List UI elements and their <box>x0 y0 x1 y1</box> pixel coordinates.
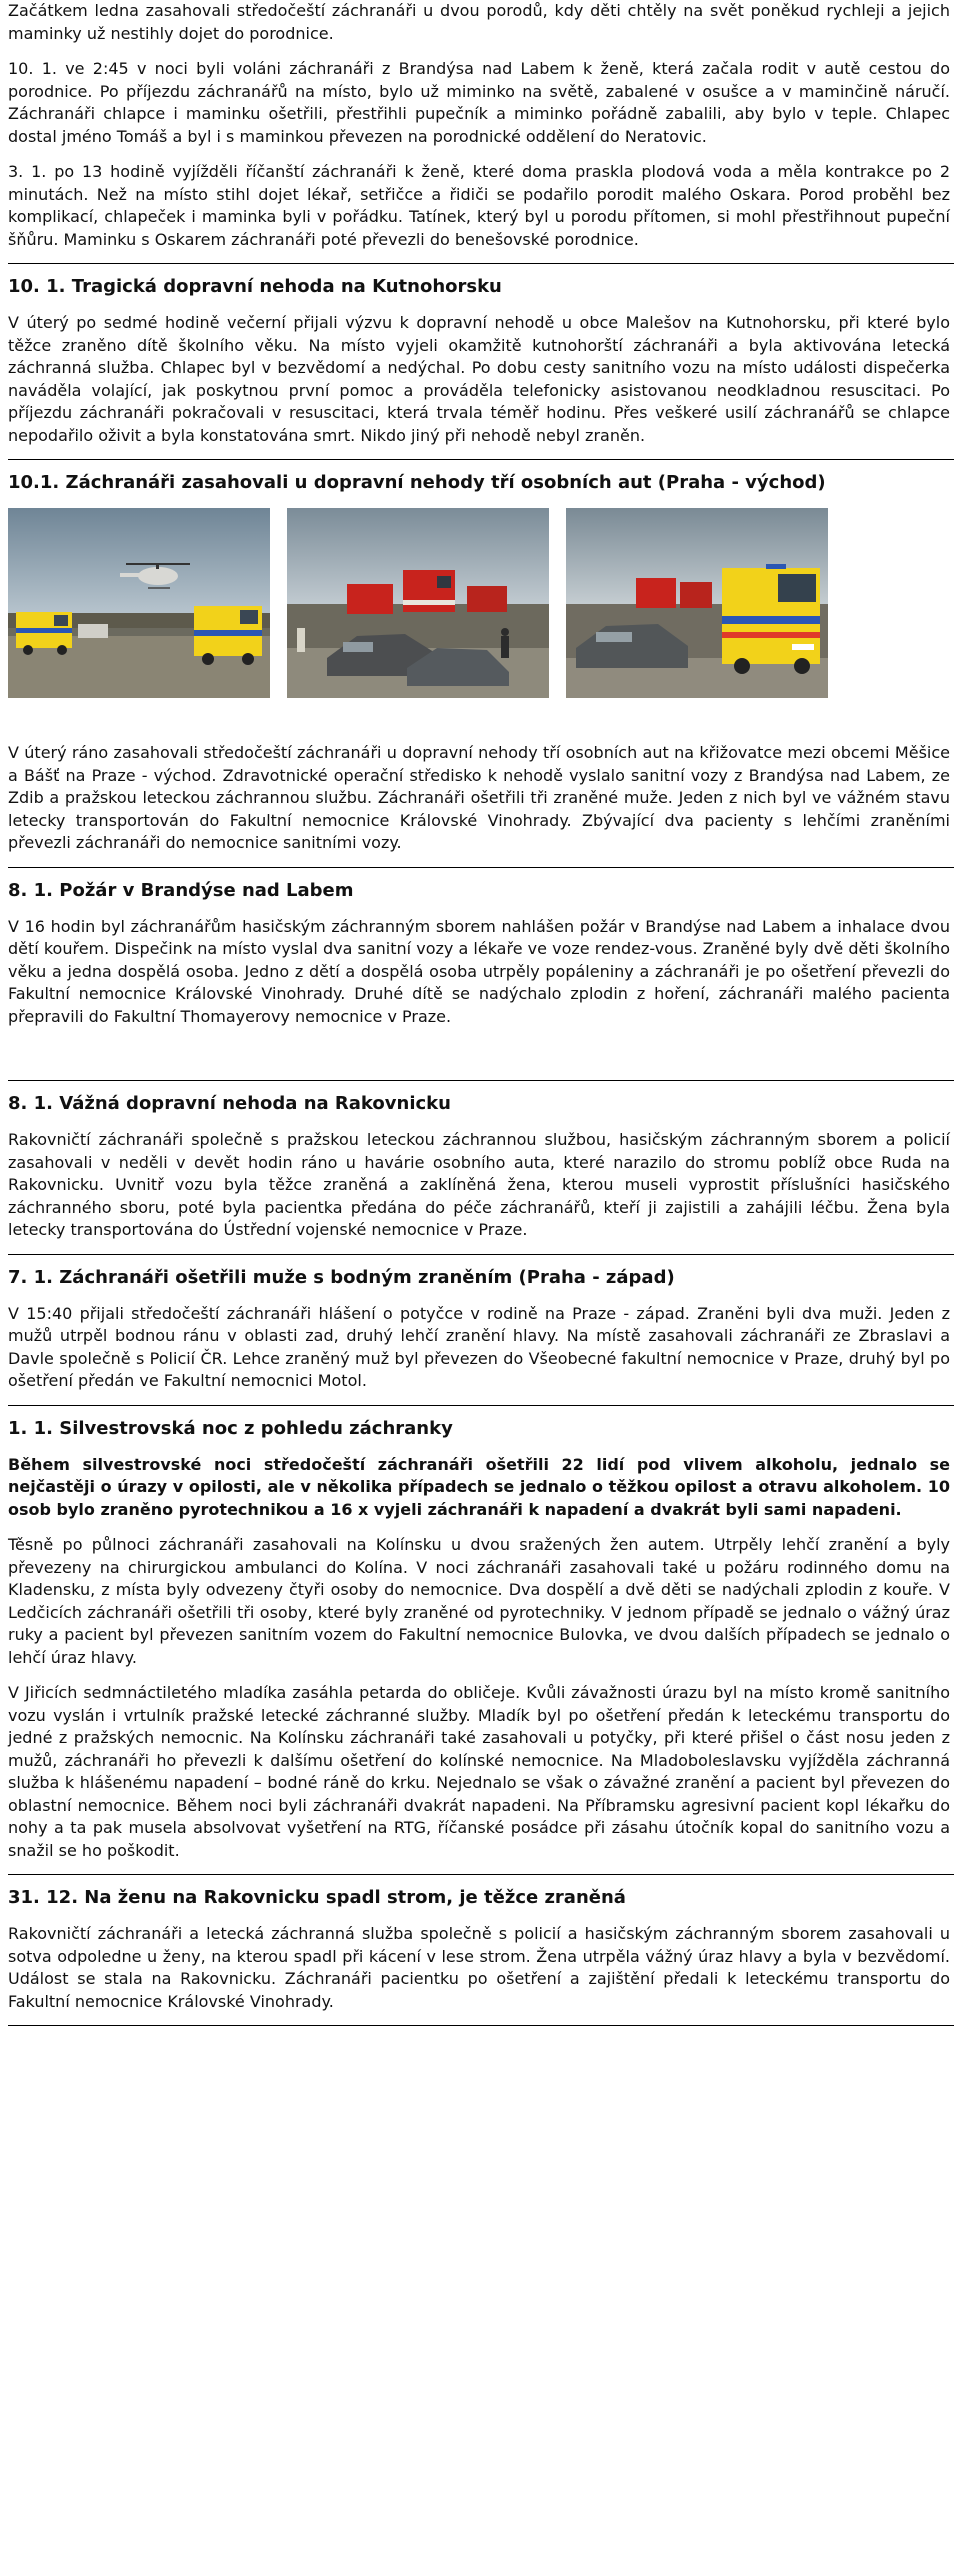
article-paragraph: Rakovničtí záchranáři a letecká záchranná služba společně s policií a hasičským záchranným sborem zasahovali u sotva odpoledne u ženy, na kterou spadl při kácení v lese strom. Žena utrpěla vážný úraz hlavy a byla v bezvědomí. Událost se stala na Rakovnicku. Záchranáři pacientku po ošetření a zajištění předali k leteckému transportu do Fakultní nemocnice Královské Vinohrady. <box>8 1924 950 2011</box>
article-paragraph: Těsně po půlnoci záchranáři zasahovali na Kolínsku u dvou sražených žen autem. Utrpěly lehčí zranění a byly převezeny na chirurgickou ambulanci do Kolína. V noci záchranáři zasahovali také u požáru rodinného domu na Kladensku, z místa byly odvezeny čtyři osoby do nemocnice. Dva dospělí a dvě děti se nadýchali zplodin z kouře. V Ledčicích záchranáři ošetřili tři osoby, které byly zraněné od pyrotechniky. V jednom případě se jednalo o vážný úraz ruky a pacient byl převezen sanitním vozem do Fakultní nemocnice Bulovka, ve dvou dalších případech se jednalo o lehčí úraz hlavy. <box>8 1535 950 1667</box>
article-heading: 8. 1. Vážná dopravní nehoda na Rakovnicku <box>8 1093 451 1114</box>
article-heading: 10. 1. Tragická dopravní nehoda na Kutnohorsku <box>8 276 502 297</box>
intro-paragraph-2: 10. 1. ve 2:45 v noci byli voláni záchranáři z Brandýsa nad Labem k ženě, která začala rodit v autě cestou do porodnice. Po příjezdu záchranářů na místo, bylo už miminko na světě, zabalené v osušce a v maminčině náručí. Záchranáři chlapce i maminku ošetřili, přestřihli pupečník a miminko pořádně zabalili, aby bylo v teple. Chlapec dostal jméno Tomáš a byl i s maminkou převezen na porodnické oddělení do Neratovic. <box>8 59 950 146</box>
article-kutnohorsko <box>8 276 950 447</box>
ambulance-wreck-photo <box>566 508 828 698</box>
section-divider <box>8 1405 954 1406</box>
article-pozar-brandys <box>8 880 950 1029</box>
article-paragraph: V úterý po sedmé hodině večerní přijali výzvu k dopravní nehodě u obce Malešov na Kutnohorsku, při které bylo těžce zraněno dítě školního věku. Na místo vyjeli okamžitě kutnohorští záchranáři a byla aktivována letecká záchranná služba. Chlapec byl v bezvědomí a nedýchal. Po dobu cesty sanitního vozu na místo události dispečerka naváděla volající, jak poskytnou první pomoc a prováděla telefonicky asistovanou neodkladnou resuscitaci. Po příjezdu záchranáři pokračovali v resuscitaci, která trvala téměř hodinu. Přes veškeré usilí záchranářů se chlapce nepodařilo oživit a byla konstatována smrt. Nikdo jiný při nehodě nebyl zraněn. <box>8 313 950 445</box>
article-silvestr <box>8 1418 950 1863</box>
article-heading: 1. 1. Silvestrovská noc z pohledu záchranky <box>8 1417 453 1439</box>
photo-strip <box>8 508 950 698</box>
intro-paragraph-3: 3. 1. po 13 hodině vyjížděli říčanští záchranáři k ženě, které doma praskla plodová voda a měla kontrakce po 2 minutách. Než na místo stihl dojet lékař, setřičce a řidiči se podařilo porodit malého Oskara. Porod proběhl bez komplikací, chlapeček i maminka byli v pořádku. Tatínek, který byl u porodu přítomen, si mohl přestřihnout pupeční šňůru. Maminku s Oskarem záchranáři poté převezli do benešovské porodnice. <box>8 162 950 249</box>
section-divider <box>8 1874 954 1875</box>
article-heading: 7. 1. Záchranáři ošetřili muže s bodným zraněním (Praha - západ) <box>8 1266 675 1288</box>
section-divider <box>8 1254 954 1255</box>
intro-paragraph-1: Začátkem ledna zasahovali středočeští záchranáři u dvou porodů, kdy děti chtěly na svět poněkud rychleji a jejich maminky už nestihly dojet do porodnice. <box>8 1 950 43</box>
section-divider <box>8 2025 954 2026</box>
article-paragraph: V 16 hodin byl záchranářům hasičským záchranným sborem nahlášen požár v Brandýse nad Labem a inhalace dvou dětí kouřem. Dispečink na místo vyslal dva sanitní vozy a lékaře ve voze rendez-vous. Zraněné byly dvě děti školního věku a jedna dospělá osoba. Jedno z dětí a dospělá osoba utrpěly popáleniny a záchranáři je po ošetření převezli do Fakultní nemocnice Královské Vinohrady. Druhé dítě se nadýchalo zplodin z hoření, záchranáři malého pacienta přepravili do Fakultní Thomayerovy nemocnice v Praze. <box>8 916 950 1026</box>
article-strom <box>8 1887 950 2013</box>
section-divider <box>8 867 954 868</box>
spacer <box>8 1028 950 1068</box>
article-paragraph: V Jiřicích sedmnáctiletého mladíka zasáhla petarda do obličeje. Kvůli závažnosti úrazu byl na místo kromě sanitního vozu vyslán i vrtulník pražské letecké záchranné služby. Mladík byl po ošetření předán k leteckému transportu do jedné z pražských nemocnic. Na Kolínsku záchranáři také zasahovali u potyčky, při které přišel o část nosu jeden z mužů, záchranáři ho převezli k dalšímu ošetření do kolínské nemocnice. Na Mladoboleslavsku vyjížděla záchranná služba k hlášenému napadení – bodné ráně do krku. Nejednalo se však o závažné zranění a pacient byl převezen do oblastní nemocnice. Během noci byli záchranáři dvakrát napadeni. Na Příbramsku agresivní pacient kopl lékařku do nohy a ta pak musela absolvovat vyšetření na RTG, říčanské posádce při zásahu útočník kopal do sanitního vozu a snažil se ho poškodit. <box>8 1683 950 1860</box>
article-paragraph: V úterý ráno zasahovali středočeští záchranáři u dopravní nehody tří osobních aut na křižovatce mezi obcemi Měšice a Bášť na Praze - východ. Zdravotnické operační středisko k nehodě vyslalo sanitní vozy z Brandýsa nad Labem, ze Zdib a pražskou leteckou záchrannou službu. Záchranáři ošetřili tři zraněné muže. Jeden z nich byl ve vážném stavu letecky transportován do Fakultní nemocnice Královské Vinohrady. Zbývající dva pacienty s lehčími zraněními převezli záchranáři do nemocnice sanitními vozy. <box>8 743 950 852</box>
article-rakovnicko-nehoda <box>8 1093 950 1242</box>
article-heading: 10.1. Záchranáři zasahovali u dopravní nehody tří osobních aut (Praha - východ) <box>8 472 826 493</box>
article-bodne-zraneni <box>8 1267 950 1393</box>
section-divider <box>8 263 954 264</box>
section-divider <box>8 1080 954 1081</box>
article-paragraph: V 15:40 přijali středočeští záchranáři hlášení o potyčce v rodině na Praze - západ. Zraněni byli dva muži. Jeden z mužů utrpěl bodnou ránu v oblasti zad, druhý lehčí zranění hlavy. Na místě zasahovali záchranáři ze Zbraslavi a Davle společně s Policií ČR. Lehce zraněný muž byl převezen do Všeobecné fakultní nemocnice v Praze, druhý byl po ošetření předán ve Fakultní nemocnici Motol. <box>8 1303 950 1390</box>
article-praha-vychod <box>8 472 950 855</box>
article-lead: Během silvestrovské noci středočeští záchranáři ošetřili 22 lidí pod vlivem alkoholu, jednalo se nejčastěji o úrazy v opilosti, ale v několika případech se jednalo o těžkou opilost a otravu alkoholem. 10 osob bylo zraněno pyrotechnikou a 16 x vyjeli záchranáři k napadení a dvakrát byli sami napadeni. <box>8 1454 950 1519</box>
article-paragraph: Rakovničtí záchranáři společně s pražskou leteckou záchrannou službou, hasičským záchranným sborem a policií zasahovali v neděli v devět hodin ráno u havárie osobního auta, které narazilo do stromu poblíž obce Ruda na Rakovnicku. Uvnitř vozu byla těžce zraněná a zaklíněná žena, kterou museli vyprostit příslušníci hasičského záchranného sboru, poté byla pacientka předána do péče záchranářů, kteří ji zajistili a zahájili léčbu. Žena byla letecky transportována do Ústřední vojenské nemocnice v Praze. <box>8 1130 950 1239</box>
article-heading: 8. 1. Požár v Brandýse nad Labem <box>8 879 354 901</box>
section-divider <box>8 459 954 460</box>
fire-trucks-wreck-photo <box>287 508 549 698</box>
helicopter-ambulance-photo <box>8 508 270 698</box>
article-heading: 31. 12. Na ženu na Rakovnicku spadl strom, je těžce zraněná <box>8 1887 626 1908</box>
